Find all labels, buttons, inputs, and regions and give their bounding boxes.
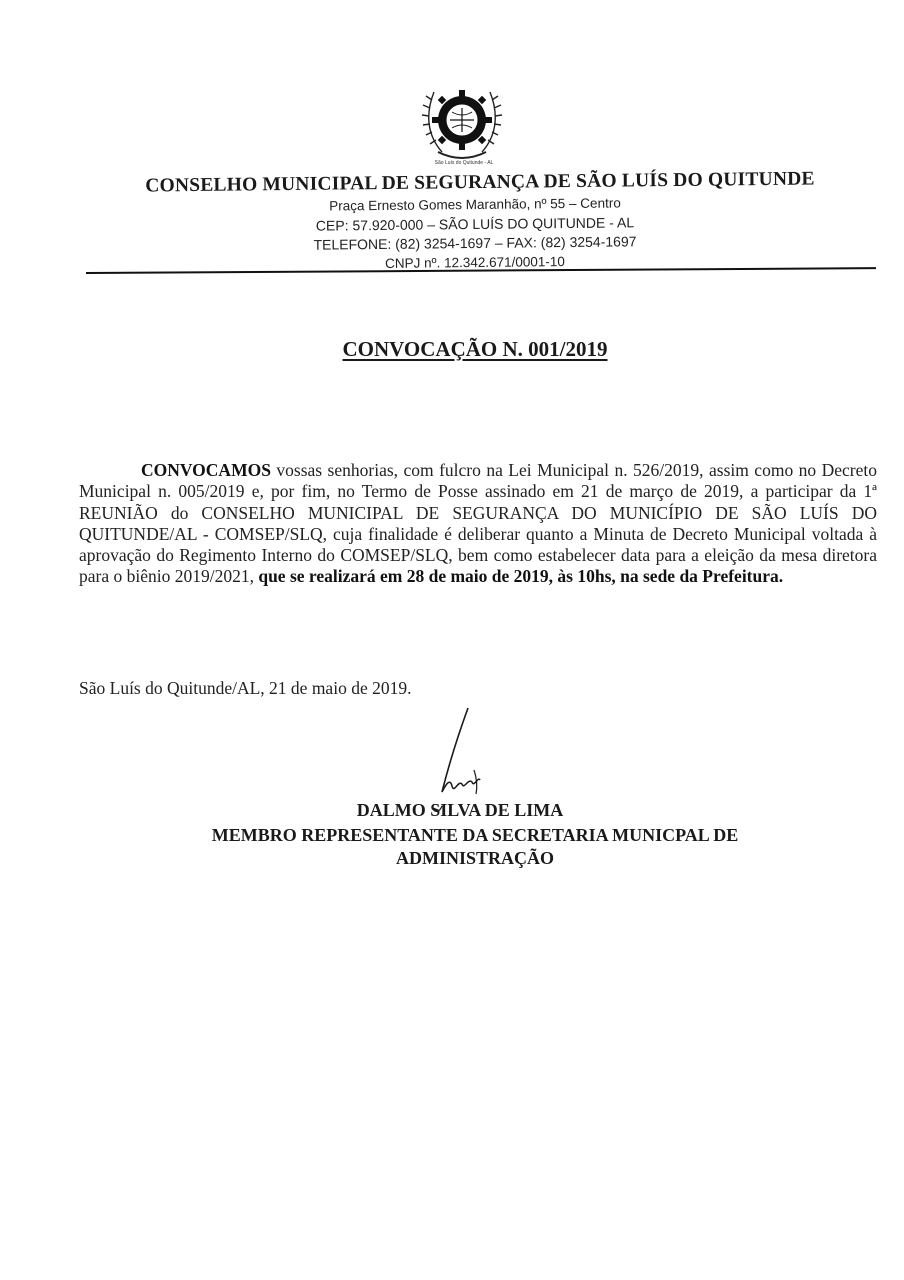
phone-line: TELEFONE: (82) 3254-1697 – FAX: (82) 3254-1697: [313, 233, 637, 253]
cnpj-line: CNPJ nº. 12.342.671/0001-10: [385, 254, 565, 271]
seal-caption: São Luís do Quitunde - AL: [434, 160, 494, 166]
address-line: Praça Ernesto Gomes Maranhão, nº 55 – Centro: [329, 195, 621, 214]
date-line: São Luís do Quitunde/AL, 21 de maio de 2019.: [79, 678, 412, 698]
signer-name: DALMO SILVA DE LIMA: [356, 800, 564, 820]
document-title: CONVOCAÇÃO N. 001/2019: [342, 337, 608, 361]
body-emphasis: que se realizará em 28 de maio de 2019, às 10hs, na sede da Prefeitura.: [258, 566, 784, 587]
body-text: vossas senhorias, com fulcro na Lei Municipal n. 526/2019, assim como no Decreto Municipal n. 005/2019 e, por fim, no Termo de Posse assinado em 21 de março de 2019, a participar da 1ª REUNIÃO do CONSELHO MUNICIPAL DE SEGURANÇA DO MUNICÍPIO DE SÃO LUÍS DO QUITUNDE/AL - COMSEP/SLQ, cuja finalidade é deliberar quanto a Minuta de Decreto Municipal voltada à aprovação do Regimento Interno do COMSEP/SLQ, bem como estabelecer data para a eleição da mesa diretora para o biênio 2019/2021,: [79, 460, 877, 587]
organization-name: CONSELHO MUNICIPAL DE SEGURANÇA DE SÃO LUÍS DO QUITUNDE: [145, 168, 815, 197]
convocation-paragraph: [79, 460, 877, 588]
signer-role: MEMBRO REPRESENTANTE DA SECRETARIA MUNICPAL DE ADMINISTRAÇÃO: [211, 825, 739, 868]
body-lead: CONVOCAMOS: [141, 460, 271, 480]
municipal-seal-icon: [412, 72, 512, 172]
cep-line: CEP: 57.920-000 – SÃO LUÍS DO QUITUNDE - AL: [315, 214, 635, 234]
